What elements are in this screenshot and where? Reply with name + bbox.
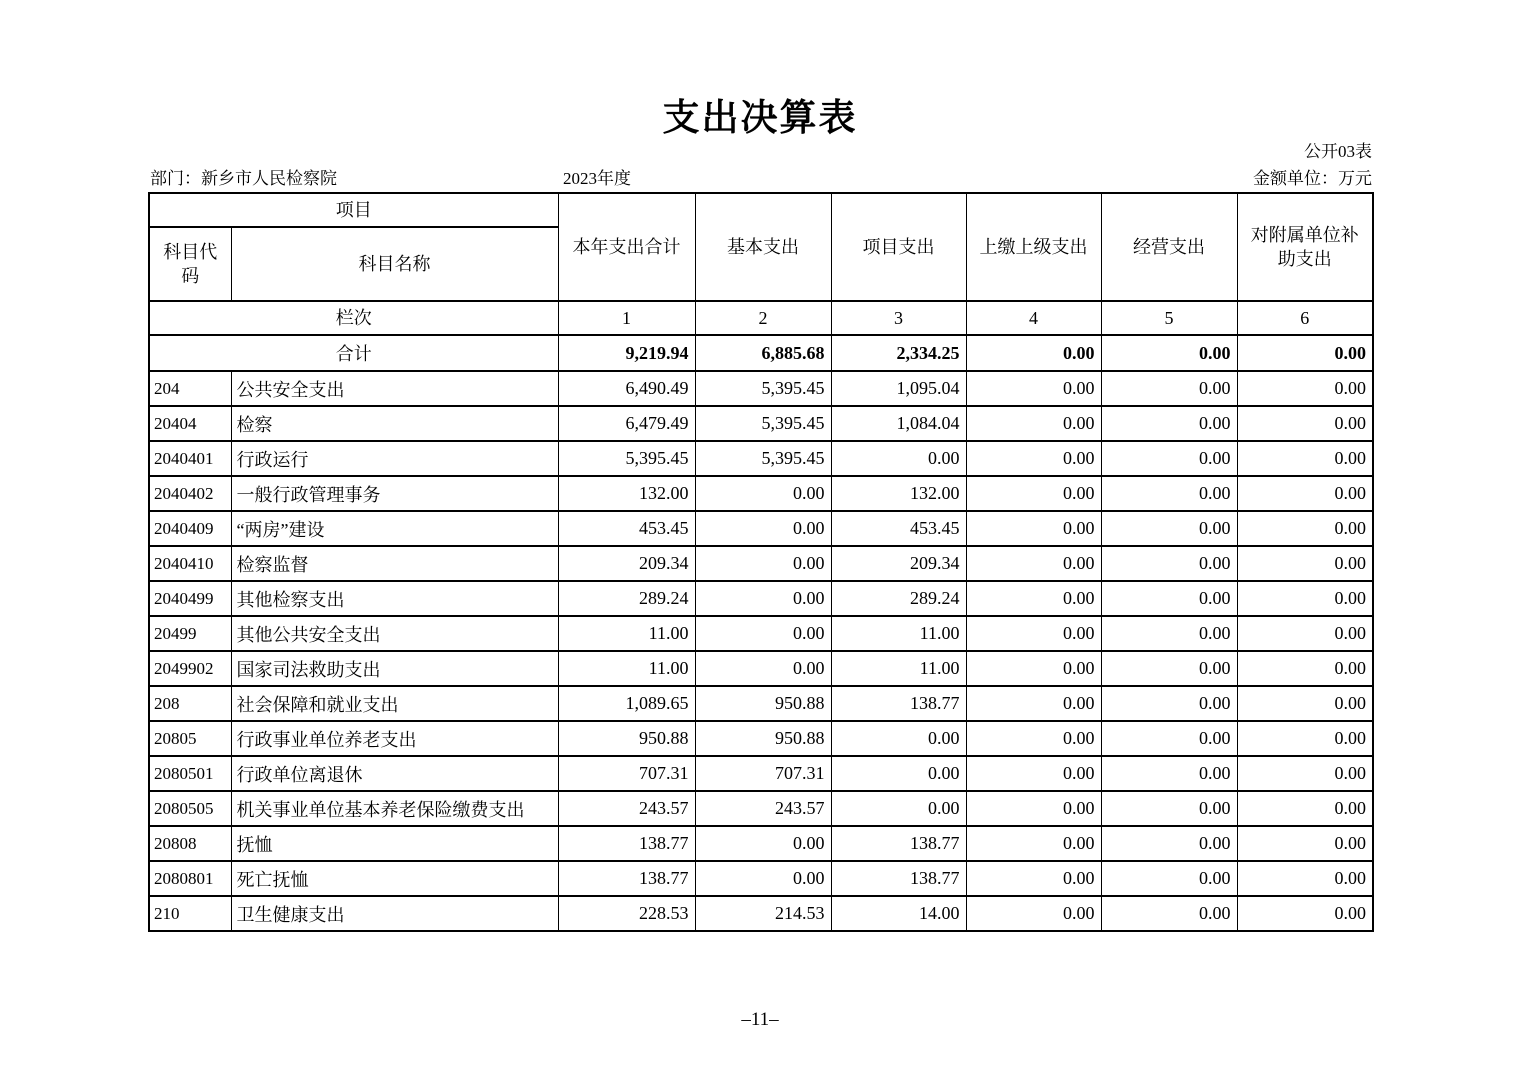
total-row (149, 335, 1373, 371)
total-amount-cell: 0.00 (1101, 335, 1237, 371)
amount-cell: 0.00 (1237, 756, 1373, 791)
amount-cell: 0.00 (1101, 756, 1237, 791)
header-col-upturned-expenditure: 上缴上级支出 (966, 193, 1101, 301)
amount-cell: 707.31 (695, 756, 831, 791)
amount-cell: 0.00 (1237, 581, 1373, 616)
amount-cell: 5,395.45 (695, 371, 831, 406)
amount-cell: 0.00 (1101, 616, 1237, 651)
amount-cell: 1,095.04 (831, 371, 966, 406)
amount-cell: 0.00 (695, 861, 831, 896)
amount-cell: 0.00 (966, 651, 1101, 686)
amount-cell: 243.57 (558, 791, 695, 826)
subject-name-cell: 行政事业单位养老支出 (231, 721, 558, 756)
amount-cell: 0.00 (1101, 651, 1237, 686)
amount-cell: 0.00 (1237, 721, 1373, 756)
total-amount-cell: 0.00 (966, 335, 1101, 371)
subject-code-cell: 2080501 (149, 756, 231, 791)
amount-cell: 0.00 (1101, 406, 1237, 441)
subject-name-cell: 其他公共安全支出 (231, 616, 558, 651)
amount-cell: 0.00 (966, 861, 1101, 896)
table-row (149, 861, 1373, 896)
amount-cell: 11.00 (558, 651, 695, 686)
table-row (149, 721, 1373, 756)
amount-cell: 0.00 (1101, 861, 1237, 896)
amount-cell: 209.34 (558, 546, 695, 581)
amount-cell: 453.45 (831, 511, 966, 546)
total-amount-cell: 2,334.25 (831, 335, 966, 371)
amount-cell: 0.00 (831, 721, 966, 756)
amount-cell: 289.24 (831, 581, 966, 616)
meta-row (148, 168, 1372, 191)
subject-name-cell: 卫生健康支出 (231, 896, 558, 931)
header-row-project (149, 193, 1373, 227)
column-index-row (149, 301, 1373, 335)
table-row (149, 826, 1373, 861)
table-code-label: 公开03表 (1304, 142, 1372, 161)
amount-cell: 0.00 (1101, 441, 1237, 476)
subject-name-cell: 社会保障和就业支出 (231, 686, 558, 721)
column-index-4: 4 (966, 301, 1101, 335)
subject-code-cell: 210 (149, 896, 231, 931)
table-row (149, 371, 1373, 406)
table-row (149, 896, 1373, 931)
amount-cell: 0.00 (695, 546, 831, 581)
amount-cell: 0.00 (1101, 371, 1237, 406)
column-index-1: 1 (558, 301, 695, 335)
year-label: 2023年度 (563, 169, 631, 188)
header-subject-name: 科目名称 (231, 227, 558, 301)
amount-cell: 0.00 (695, 651, 831, 686)
amount-cell: 0.00 (831, 441, 966, 476)
total-amount-cell: 0.00 (1237, 335, 1373, 371)
subject-code-cell: 2040401 (149, 441, 231, 476)
subject-name-cell: 死亡抚恤 (231, 861, 558, 896)
subject-code-cell: 2080505 (149, 791, 231, 826)
table-row (149, 476, 1373, 511)
subject-code-cell: 20499 (149, 616, 231, 651)
amount-cell: 0.00 (1237, 861, 1373, 896)
table-row (149, 686, 1373, 721)
amount-cell: 0.00 (1237, 826, 1373, 861)
amount-cell: 5,395.45 (695, 441, 831, 476)
amount-cell: 6,490.49 (558, 371, 695, 406)
page-title: 支出决算表 (662, 98, 858, 139)
table-row (149, 546, 1373, 581)
amount-cell: 209.34 (831, 546, 966, 581)
header-project: 项目 (149, 193, 558, 227)
amount-cell: 11.00 (831, 616, 966, 651)
amount-cell: 0.00 (966, 616, 1101, 651)
header-col-subsidy-expenditure: 对附属单位补助支出 (1237, 193, 1373, 301)
amount-cell: 0.00 (831, 756, 966, 791)
amount-cell: 0.00 (966, 721, 1101, 756)
header-col-project-expenditure: 项目支出 (831, 193, 966, 301)
amount-cell: 0.00 (966, 406, 1101, 441)
column-index-label: 栏次 (149, 301, 558, 335)
amount-cell: 1,089.65 (558, 686, 695, 721)
amount-cell: 14.00 (831, 896, 966, 931)
subject-name-cell: 一般行政管理事务 (231, 476, 558, 511)
amount-cell: 0.00 (831, 791, 966, 826)
amount-cell: 0.00 (1237, 791, 1373, 826)
subject-name-cell: 国家司法救助支出 (231, 651, 558, 686)
amount-cell: 950.88 (695, 686, 831, 721)
amount-cell: 138.77 (558, 861, 695, 896)
amount-cell: 138.77 (558, 826, 695, 861)
total-amount-cell: 9,219.94 (558, 335, 695, 371)
amount-cell: 0.00 (966, 581, 1101, 616)
amount-cell: 0.00 (966, 896, 1101, 931)
subject-name-cell: 抚恤 (231, 826, 558, 861)
subject-name-cell: “两房”建设 (231, 511, 558, 546)
subject-code-cell: 2080801 (149, 861, 231, 896)
table-row (149, 791, 1373, 826)
amount-cell: 132.00 (558, 476, 695, 511)
amount-cell: 0.00 (1101, 511, 1237, 546)
column-index-2: 2 (695, 301, 831, 335)
amount-cell: 1,084.04 (831, 406, 966, 441)
total-amount-cell: 6,885.68 (695, 335, 831, 371)
unit-label: 金额单位：万元 (1253, 169, 1372, 188)
amount-cell: 0.00 (966, 441, 1101, 476)
amount-cell: 0.00 (966, 546, 1101, 581)
amount-cell: 0.00 (1237, 546, 1373, 581)
amount-cell: 0.00 (1101, 581, 1237, 616)
amount-cell: 0.00 (1237, 476, 1373, 511)
subject-code-cell: 2040402 (149, 476, 231, 511)
page-number: –11– (741, 1009, 779, 1030)
amount-cell: 0.00 (1237, 406, 1373, 441)
column-index-5: 5 (1101, 301, 1237, 335)
amount-cell: 0.00 (1101, 826, 1237, 861)
table-row (149, 406, 1373, 441)
amount-cell: 11.00 (558, 616, 695, 651)
table-row (149, 616, 1373, 651)
amount-cell: 138.77 (831, 686, 966, 721)
subject-name-cell: 检察监督 (231, 546, 558, 581)
amount-cell: 243.57 (695, 791, 831, 826)
subject-code-cell: 2040499 (149, 581, 231, 616)
department-label: 部门：新乡市人民检察院 (150, 169, 337, 188)
amount-cell: 0.00 (966, 756, 1101, 791)
amount-cell: 0.00 (1101, 791, 1237, 826)
amount-cell: 453.45 (558, 511, 695, 546)
amount-cell: 0.00 (966, 826, 1101, 861)
amount-cell: 11.00 (831, 651, 966, 686)
subject-code-cell: 204 (149, 371, 231, 406)
column-index-3: 3 (831, 301, 966, 335)
amount-cell: 0.00 (695, 511, 831, 546)
amount-cell: 0.00 (1237, 651, 1373, 686)
header-col-operating-expenditure: 经营支出 (1101, 193, 1237, 301)
amount-cell: 132.00 (831, 476, 966, 511)
subject-name-cell: 检察 (231, 406, 558, 441)
amount-cell: 214.53 (695, 896, 831, 931)
amount-cell: 0.00 (1101, 721, 1237, 756)
total-label: 合计 (149, 335, 558, 371)
amount-cell: 0.00 (1101, 896, 1237, 931)
amount-cell: 0.00 (695, 476, 831, 511)
amount-cell: 5,395.45 (695, 406, 831, 441)
table-row (149, 511, 1373, 546)
amount-cell: 0.00 (1101, 476, 1237, 511)
amount-cell: 0.00 (1237, 686, 1373, 721)
column-index-6: 6 (1237, 301, 1373, 335)
subject-code-cell: 2040410 (149, 546, 231, 581)
table-row (149, 581, 1373, 616)
amount-cell: 0.00 (1237, 896, 1373, 931)
amount-cell: 0.00 (1237, 616, 1373, 651)
amount-cell: 5,395.45 (558, 441, 695, 476)
amount-cell: 0.00 (695, 826, 831, 861)
amount-cell: 0.00 (1237, 371, 1373, 406)
subject-name-cell: 公共安全支出 (231, 371, 558, 406)
amount-cell: 950.88 (695, 721, 831, 756)
amount-cell: 138.77 (831, 826, 966, 861)
subject-code-cell: 20404 (149, 406, 231, 441)
amount-cell: 707.31 (558, 756, 695, 791)
expenditure-table (148, 192, 1374, 932)
amount-cell: 0.00 (966, 371, 1101, 406)
subject-code-cell: 208 (149, 686, 231, 721)
amount-cell: 289.24 (558, 581, 695, 616)
amount-cell: 0.00 (966, 476, 1101, 511)
amount-cell: 950.88 (558, 721, 695, 756)
subject-code-cell: 2049902 (149, 651, 231, 686)
subject-code-cell: 2040409 (149, 511, 231, 546)
subject-name-cell: 行政单位离退休 (231, 756, 558, 791)
amount-cell: 0.00 (966, 511, 1101, 546)
subject-code-cell: 20808 (149, 826, 231, 861)
amount-cell: 228.53 (558, 896, 695, 931)
header-subject-code: 科目代码 (149, 227, 231, 301)
amount-cell: 138.77 (831, 861, 966, 896)
header-col-total-expenditure: 本年支出合计 (558, 193, 695, 301)
amount-cell: 0.00 (966, 791, 1101, 826)
amount-cell: 0.00 (1237, 441, 1373, 476)
amount-cell: 0.00 (695, 581, 831, 616)
header-col-basic-expenditure: 基本支出 (695, 193, 831, 301)
amount-cell: 6,479.49 (558, 406, 695, 441)
subject-name-cell: 机关事业单位基本养老保险缴费支出 (231, 791, 558, 826)
table-row (149, 441, 1373, 476)
amount-cell: 0.00 (695, 616, 831, 651)
table-row (149, 756, 1373, 791)
amount-cell: 0.00 (966, 686, 1101, 721)
subject-code-cell: 20805 (149, 721, 231, 756)
amount-cell: 0.00 (1101, 686, 1237, 721)
table-row (149, 651, 1373, 686)
amount-cell: 0.00 (1101, 546, 1237, 581)
amount-cell: 0.00 (1237, 511, 1373, 546)
subject-name-cell: 行政运行 (231, 441, 558, 476)
subject-name-cell: 其他检察支出 (231, 581, 558, 616)
